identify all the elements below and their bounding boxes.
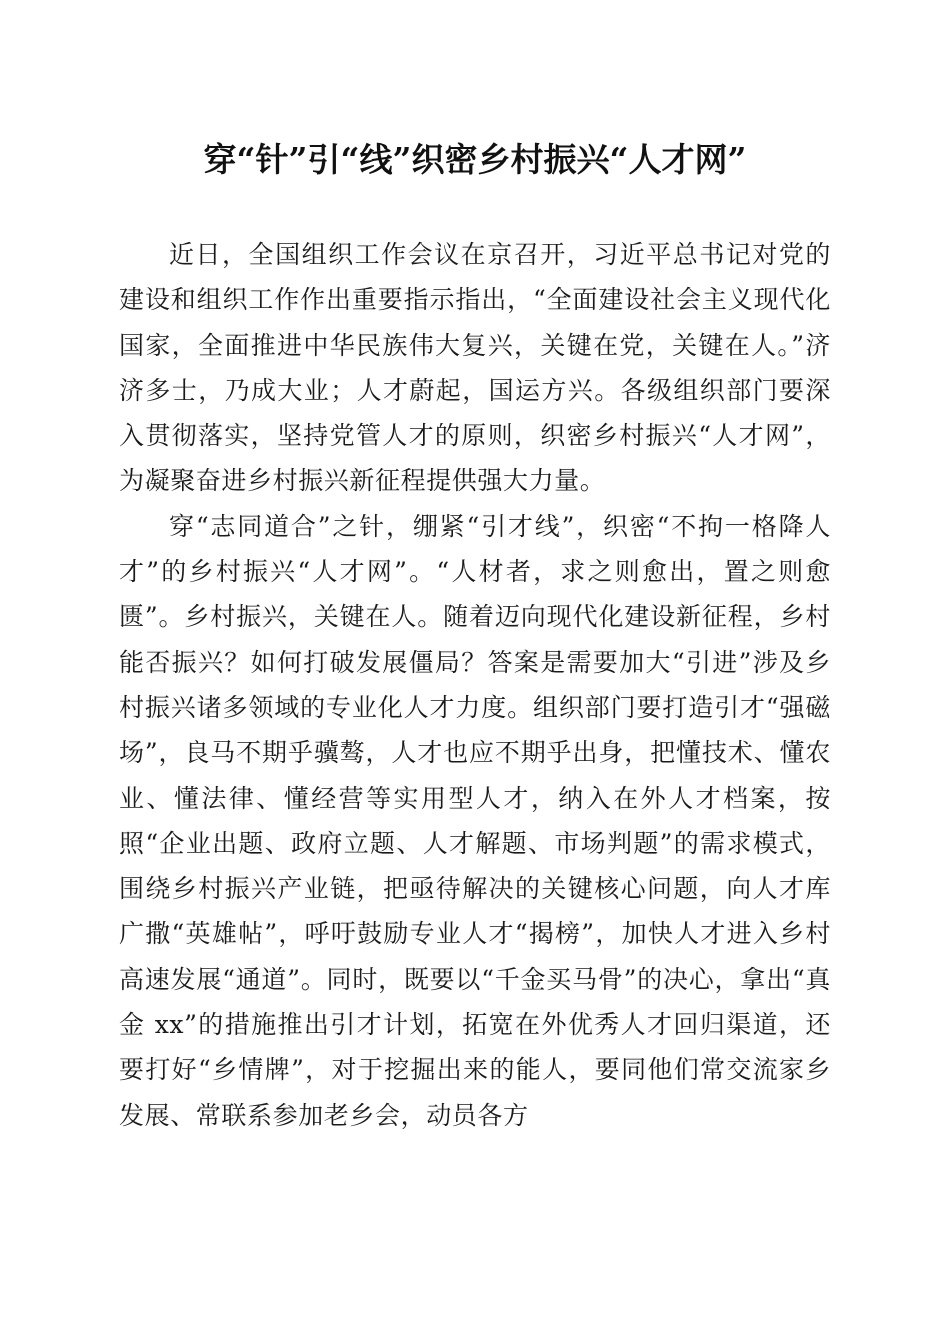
- paragraph: 穿“志同道合”之针，绷紧“引才线”，织密“不拘一格降人才”的乡村振兴“人才网”。“人材者，求之则愈出，置之则愈匮”。乡村振兴，关键在人。随着迈向现代化建设新征程，乡村能否振兴？如何打破发展僵局？答案是需要加大“引进”涉及乡村振兴诸多领域的专业化人才力度。组织部门要打造引才“强磁场”，良马不期乎骥骜，人才也应不期乎出身，把懂技术、懂农业、懂法律、懂经营等实用型人才，纳入在外人才档案，按照“企业出题、政府立题、人才解题、市场判题”的需求模式，围绕乡村振兴产业链，把亟待解决的关键核心问题，向人才库广撒“英雄帖”，呼吁鼓励专业人才“揭榜”，加快人才进入乡村高速发展“通道”。同时，既要以“千金买马骨”的决心，拿出“真金 xx”的措施推出引才计划，拓宽在外优秀人才回归渠道，还要打好“乡情牌”，对于挖掘出来的能人，要同他们常交流家乡发展、常联系参加老乡会，动员各方: [119, 511, 831, 1130]
- document-body: [119, 232, 831, 1138]
- paragraph: 近日，全国组织工作会议在京召开，习近平总书记对党的建设和组织工作作出重要指示指出，“全面建设社会主义现代化国家，全面推进中华民族伟大复兴，关键在党，关键在人。”济济多士，乃成大业；人才蔚起，国运方兴。各级组织部门要深入贯彻落实，坚持党管人才的原则，织密乡村振兴“人才网”，为凝聚奋进乡村振兴新征程提供强大力量。: [119, 240, 831, 496]
- document-title: 穿“针”引“线”织密乡村振兴“人才网”: [203, 140, 747, 179]
